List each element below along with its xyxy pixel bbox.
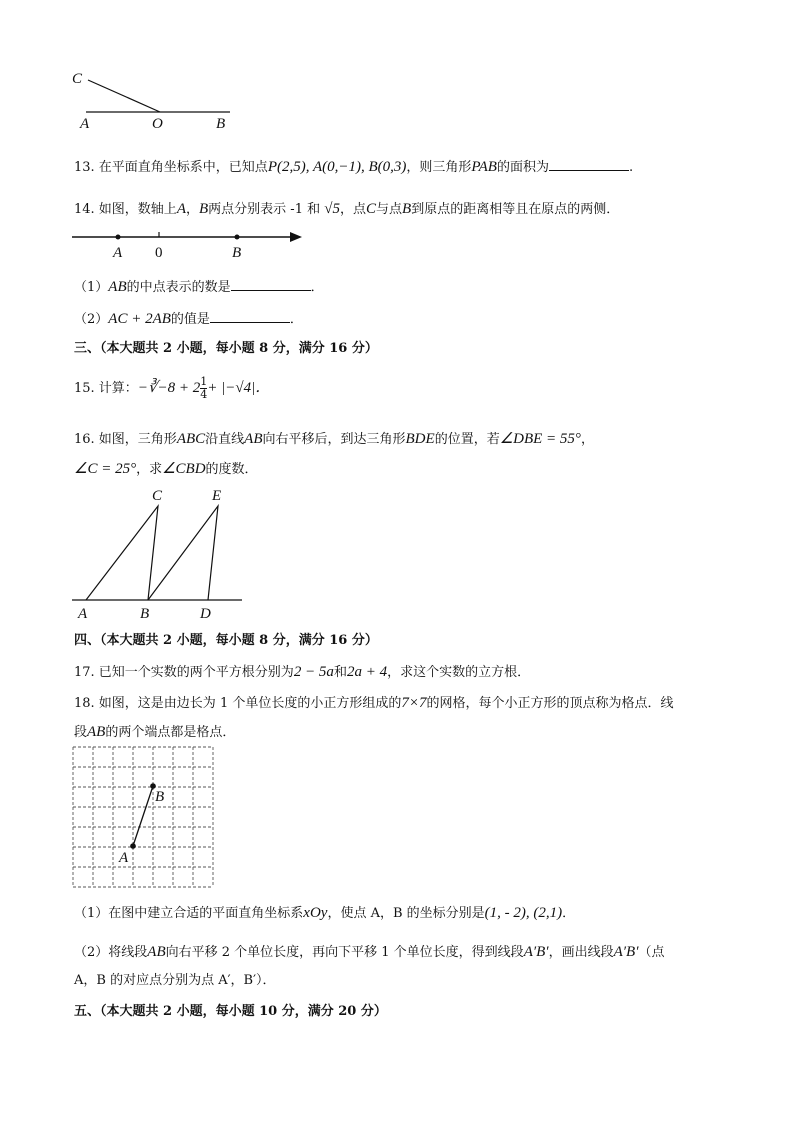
- q15-expr2: + |−√4|．: [207, 380, 271, 396]
- q17-text-b: 和: [333, 665, 347, 680]
- question-18-part-2-cont: A，B 的对应点分别为点 A′，B′）．: [74, 973, 276, 988]
- q14-text3: ，点: [339, 202, 366, 217]
- q13-points: P(2,5), A(0,−1), B(0,3): [267, 159, 407, 175]
- answer-blank-14-1[interactable]: [231, 278, 311, 291]
- label-D: D: [200, 606, 211, 622]
- point-B: [150, 783, 156, 789]
- q15-frac-den: 4: [200, 388, 208, 401]
- q14-p1-ab: AB: [108, 279, 127, 295]
- triangles-figure: [70, 484, 250, 624]
- q17-text-c: ，求这个实数的立方根．: [387, 665, 531, 680]
- point-A: [116, 235, 121, 240]
- question-14-part-2: [74, 308, 303, 328]
- label-C: C: [72, 71, 83, 87]
- label-E: E: [212, 488, 222, 504]
- q18-p2-apbp: A′B′: [523, 944, 549, 960]
- q14-p1-end: ．: [310, 280, 324, 295]
- q18-p2-text-b: 向右平移 2 个单位长度，再向下平移 1 个单位长度，得到线段: [165, 945, 524, 960]
- label-B: B: [140, 606, 150, 622]
- segment-AB: [133, 786, 153, 846]
- question-18-part-1: [74, 902, 575, 922]
- q16-angle2: ∠C = 25°: [74, 461, 137, 477]
- q18-p2-ab: AB: [147, 944, 166, 960]
- point-B: [235, 235, 240, 240]
- q14-text4: 与点: [376, 202, 403, 217]
- question-14: [74, 198, 619, 218]
- q14-text5: 到原点的距离相等且在原点的两侧．: [411, 202, 620, 217]
- q15-label: 15. 计算：: [74, 381, 138, 396]
- q16-text-g: 的度数．: [205, 462, 258, 477]
- point-A: [130, 843, 136, 849]
- q18-text-d: 的两个端点都是格点．: [105, 725, 236, 740]
- q15-expr1: −∛−8 + 2: [137, 380, 201, 396]
- axis-label-A: A: [113, 245, 123, 261]
- q17-expr1: 2 − 5a: [293, 664, 334, 680]
- q16-text-e: ，: [580, 432, 594, 447]
- question-14-part-1: [74, 276, 324, 296]
- q13-end: .: [628, 160, 634, 175]
- q14-p2-text: 的值是: [170, 312, 210, 327]
- axis-label-B: B: [232, 245, 242, 261]
- question-13: [74, 156, 633, 176]
- q14-B: B: [199, 201, 209, 217]
- q16-bde: BDE: [405, 431, 435, 447]
- q14-p2-num: （2）: [74, 312, 109, 327]
- q16-angle3: ∠CBD: [162, 461, 206, 477]
- q16-text-b: 沿直线: [205, 432, 245, 447]
- q18-p2-apbp2: A′B′: [613, 944, 639, 960]
- q18-text-c: 段: [74, 725, 88, 740]
- q14-B2: B: [402, 201, 412, 217]
- q18-coords: (1, - 2), (2,1): [484, 905, 563, 921]
- triangle-BDE: [148, 506, 218, 600]
- q14-p2-end: ．: [289, 312, 303, 327]
- q17-expr2: 2a + 4: [346, 664, 388, 680]
- q18-p1-text-a: （1）在图中建立合适的平面直角坐标系: [74, 906, 304, 921]
- q17-text-a: 17. 已知一个实数的两个平方根分别为: [74, 665, 294, 680]
- label-B: B: [216, 116, 226, 130]
- q18-p2-text-c: ，画出线段: [548, 945, 614, 960]
- grid-figure: [72, 746, 217, 891]
- question-17: [74, 661, 530, 681]
- q13-text: 13. 在平面直角坐标系中，已知点: [74, 160, 268, 175]
- question-18-line-2: [74, 721, 235, 741]
- grid-label-A: A: [119, 850, 129, 866]
- question-18-line-1: [74, 692, 673, 712]
- section-3-heading: 三、（本大题共 2 小题，每小题 8 分，满分 16 分）: [74, 341, 378, 356]
- label-A: A: [80, 116, 90, 130]
- q13-tail2: 的面积为: [496, 160, 549, 175]
- q13-triangle: PAB: [471, 159, 497, 175]
- answer-blank-14-2[interactable]: [210, 310, 290, 323]
- number-line-figure: [70, 226, 310, 266]
- q18-xoy: xOy: [303, 905, 328, 921]
- angle-figure: [70, 68, 240, 130]
- q18-p1-end: ．: [562, 906, 576, 921]
- section-4-heading: 四、（本大题共 2 小题，每小题 8 分，满分 16 分）: [74, 633, 378, 648]
- label-O: O: [152, 116, 163, 130]
- q16-angle1: ∠DBE = 55°: [499, 431, 581, 447]
- ray-OC: [88, 80, 160, 112]
- label-A: A: [78, 606, 88, 622]
- triangle-ABC: [86, 506, 158, 600]
- q14-A: A: [176, 201, 186, 217]
- q18-p2-text-d: （点: [638, 945, 665, 960]
- q14-C: C: [366, 201, 377, 217]
- arrow-head-icon: [290, 232, 302, 242]
- q16-abc: ABC: [176, 431, 206, 447]
- label-C: C: [152, 488, 163, 504]
- q15-frac-num: 1: [200, 375, 208, 388]
- q18-p2-text-a: （2）将线段: [74, 945, 148, 960]
- q18-p1-text-b: ，使点 A，B 的坐标分别是: [327, 906, 485, 921]
- q14-text2: 两点分别表示 -1 和: [208, 202, 321, 217]
- q14-p2-expr: AC + 2AB: [108, 311, 171, 327]
- q18-grid-size: 7×7: [401, 695, 427, 711]
- q18-text-b: 的网格，每个小正方形的顶点称为格点．线: [426, 696, 674, 711]
- axis-label-zero: 0: [155, 245, 163, 261]
- grid-label-B: B: [155, 789, 165, 805]
- q16-ab: AB: [244, 431, 263, 447]
- section-5-heading: 五、（本大题共 2 小题，每小题 10 分，满分 20 分）: [74, 1004, 387, 1019]
- answer-blank-13[interactable]: [549, 158, 629, 171]
- q16-text-d: 的位置，若: [434, 432, 500, 447]
- q18-text-a: 18. 如图，这是由边长为 1 个单位长度的小正方形组成的: [74, 696, 402, 711]
- q16-text-a: 16. 如图，三角形: [74, 432, 177, 447]
- q18-ab: AB: [87, 724, 106, 740]
- q14-text: 14. 如图，数轴上: [74, 202, 177, 217]
- q16-text-c: 向右平移后，到达三角形: [262, 432, 406, 447]
- question-18-part-2: [74, 941, 665, 961]
- q14-sqrt: √5: [324, 201, 340, 217]
- q13-tail: ，则三角形: [406, 160, 472, 175]
- question-16-line-1: [74, 428, 594, 448]
- q14-p1-num: （1）: [74, 280, 109, 295]
- question-15: [74, 376, 270, 401]
- q16-text-f: ，求: [136, 462, 163, 477]
- question-16-line-2: [74, 458, 258, 478]
- q14-comma: ，: [185, 202, 199, 217]
- q14-p1-text: 的中点表示的数是: [126, 280, 231, 295]
